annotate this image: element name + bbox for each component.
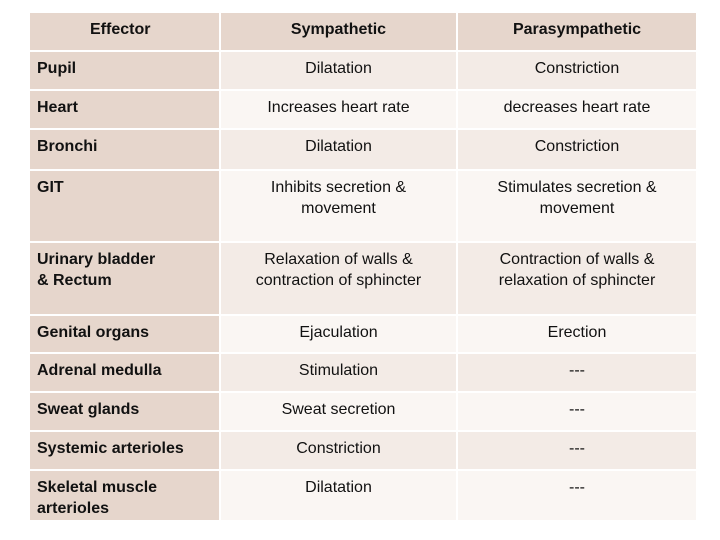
effector-cell: Urinary bladder & Rectum xyxy=(29,242,220,315)
parasympathetic-cell: --- xyxy=(457,431,697,470)
parasympathetic-cell: Stimulates secretion & movement xyxy=(457,170,697,243)
effector-cell: Genital organs xyxy=(29,315,220,353)
parasympathetic-cell: Contraction of walls & relaxation of sphincter xyxy=(457,242,697,315)
effector-cell: GIT xyxy=(29,170,220,243)
effector-cell: Systemic arterioles xyxy=(29,431,220,470)
table-row xyxy=(29,129,697,170)
parasympathetic-cell: --- xyxy=(457,392,697,431)
sympathetic-cell: Relaxation of walls & contraction of sphincter xyxy=(220,242,457,315)
effector-cell: Pupil xyxy=(29,51,220,90)
parasympathetic-cell: Erection xyxy=(457,315,697,353)
table-row xyxy=(29,90,697,129)
table-row xyxy=(29,431,697,470)
parasympathetic-cell: decreases heart rate xyxy=(457,90,697,129)
parasympathetic-cell: Constriction xyxy=(457,51,697,90)
effector-cell: Heart xyxy=(29,90,220,129)
table-row xyxy=(29,315,697,353)
table-row xyxy=(29,51,697,90)
sympathetic-cell: Constriction xyxy=(220,431,457,470)
sympathetic-cell: Sweat secretion xyxy=(220,392,457,431)
parasympathetic-cell: --- xyxy=(457,353,697,392)
header-sympathetic: Sympathetic xyxy=(220,12,457,51)
table-row xyxy=(29,170,697,243)
sympathetic-cell: Ejaculation xyxy=(220,315,457,353)
effector-cell: Sweat glands xyxy=(29,392,220,431)
header-effector: Effector xyxy=(29,12,220,51)
sympathetic-cell: Inhibits secretion & movement xyxy=(220,170,457,243)
sympathetic-cell: Dilatation xyxy=(220,129,457,170)
autonomic-effects-table xyxy=(28,11,698,522)
header-row xyxy=(29,12,697,51)
effector-cell: Skeletal muscle arterioles xyxy=(29,470,220,521)
sympathetic-cell: Dilatation xyxy=(220,51,457,90)
sympathetic-cell: Stimulation xyxy=(220,353,457,392)
sympathetic-cell: Dilatation xyxy=(220,470,457,521)
parasympathetic-cell: --- xyxy=(457,470,697,521)
header-parasympathetic: Parasympathetic xyxy=(457,12,697,51)
parasympathetic-cell: Constriction xyxy=(457,129,697,170)
table-row xyxy=(29,242,697,315)
effector-cell: Bronchi xyxy=(29,129,220,170)
table-row xyxy=(29,392,697,431)
effector-cell: Adrenal medulla xyxy=(29,353,220,392)
sympathetic-cell: Increases heart rate xyxy=(220,90,457,129)
table-row xyxy=(29,470,697,521)
table-row xyxy=(29,353,697,392)
